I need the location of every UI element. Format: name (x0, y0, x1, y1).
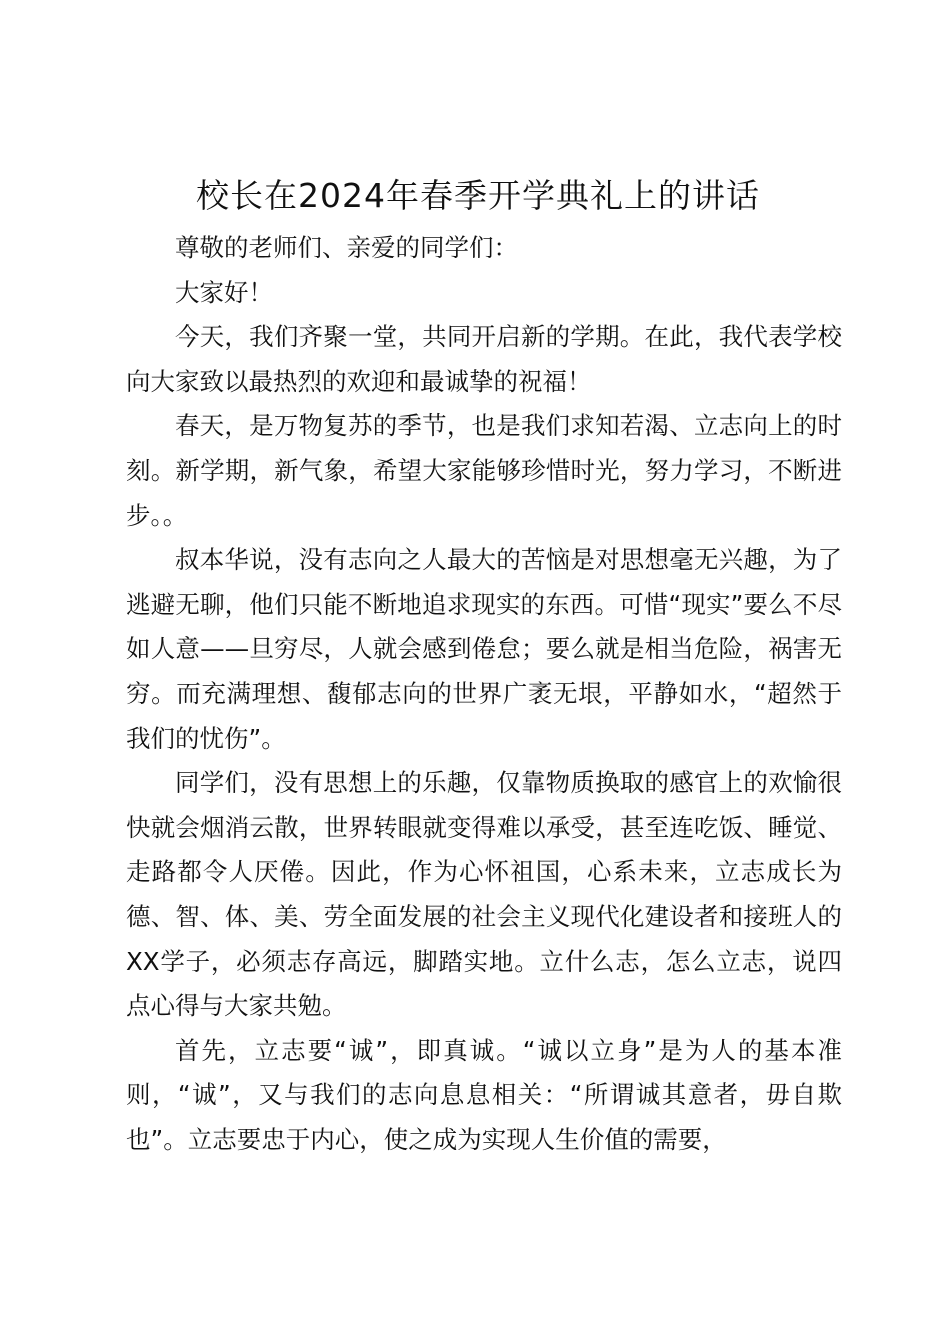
paragraph: 叔本华说，没有志向之人最大的苦恼是对思想毫无兴趣，为了逃避无聊，他们只能不断地追求现实的东西。可惜“现实”要么不尽如人意——旦穷尽，人就会感到倦怠；要么就是相当危险，祸害无穷。而充满理想、馥郁志向的世界广袤无垠，平静如水，“超然于我们的忧伤”。 (126, 545, 842, 753)
paragraph: 春天，是万物复苏的季节，也是我们求知若渴、立志向上的时刻。新学期，新气象，希望大家能够珍惜时光，努力学习，不断进步。。 (126, 411, 842, 530)
paragraph: 今天，我们齐聚一堂，共同开启新的学期。在此，我代表学校向大家致以最热烈的欢迎和最诚挚的祝福！ (126, 322, 842, 396)
paragraph: 首先，立志要“诚”，即真诚。“诚以立身”是为人的基本准则，“诚”，又与我们的志向息息相关：“所谓诚其意者，毋自欺也”。立志要忠于内心，使之成为实现人生价值的需要， (126, 1035, 842, 1154)
document-body (126, 226, 842, 1162)
document-title: 校长在2024年春季开学典礼上的讲话 (196, 176, 760, 215)
paragraph: 同学们，没有思想上的乐趣，仅靠物质换取的感官上的欢愉很快就会烟消云散，世界转眼就变得难以承受，甚至连吃饭、睡觉、走路都令人厌倦。因此，作为心怀祖国，心系未来，立志成长为德、智、体、美、劳全面发展的社会主义现代化建设者和接班人的XX学子，必须志存高远，脚踏实地。立什么志，怎么立志，说四点心得与大家共勉。 (126, 768, 842, 1021)
paragraph-greeting: 大家好！ (175, 277, 273, 307)
paragraph-salutation: 尊敬的老师们、亲爱的同学们： (175, 233, 518, 262)
